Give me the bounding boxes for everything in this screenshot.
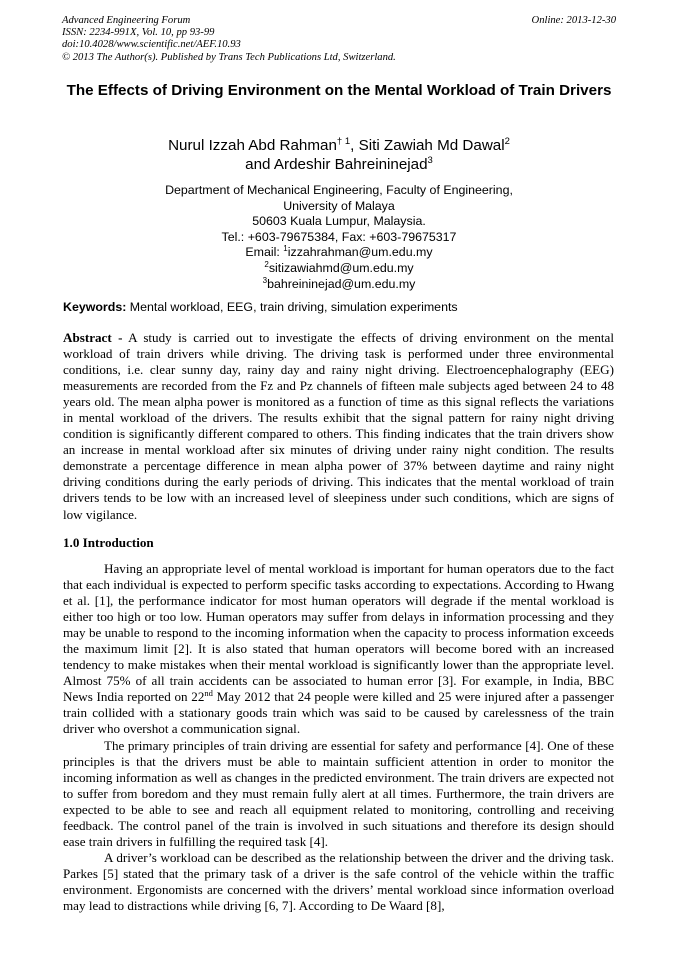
email-marker: 1 [283, 244, 288, 254]
author-list [62, 136, 616, 174]
affiliation-email-3 [62, 277, 616, 293]
email-label: Email: [245, 245, 284, 260]
author-line-1 [62, 136, 616, 155]
affiliation-block [62, 183, 616, 292]
email-address[interactable]: izzahrahman@um.edu.my [287, 245, 433, 260]
affiliation-department: Department of Mechanical Engineering, Faculty of Engineering, [165, 183, 513, 197]
email-address[interactable]: bahreininejad@um.edu.my [267, 276, 416, 291]
keywords-text: Mental workload, EEG, train driving, simulation experiments [126, 300, 458, 314]
journal-name: Advanced Engineering Forum [62, 15, 191, 26]
author-marker: † 1 [336, 136, 351, 147]
affiliation-email-2 [62, 261, 616, 277]
body-text: Having an appropriate level of mental workload is important for human operators due to the fact that each individual is expected to perform specific tasks according to expectations. According to Hwang et al. [1], the performance indicator for most human operators will degrade if the mental workload is either too high or too low. Human operators may suffer from delays in information processing and they may be unable to respond to the incoming information when the capacity to process information exceeds the maximum limit [2]. It is also stated that human operators will become bored with an increased tendency to make mistakes when their mental workload is significantly lower than the appropriate level. Almost 75% of all train accidents can be associated to human error [3]. For example, in India, BBC News India reported on 22 [63, 561, 614, 705]
author-separator: , [350, 137, 359, 154]
body-paragraph-3: A driver’s workload can be described as the relationship between the driver and the driving task. Parkes [5] stated that the primary task of a driver is the safe control of the vehicle within the traffic environment. Ergonomists are concerned with the drivers’ mental workload since information overload may lead to distractions while driving [6, 7]. According to De Waard [8], [63, 849, 614, 913]
abstract-label: Abstract - [63, 330, 123, 345]
author-conjunction: and [245, 156, 274, 173]
journal-doi: doi:10.4028/www.scientific.net/AEF.10.93 [62, 39, 241, 51]
body-text: May 2012 that 24 people were killed and 25 were injured after a passenger train collided with a stationary goods train which was said to be caused by carelessness of the train driver who overshot a communication signal. [63, 689, 614, 737]
section-heading: 1.0 Introduction [63, 535, 154, 550]
abstract-paragraph [63, 330, 614, 523]
author-marker: 2 [504, 136, 510, 147]
journal-issn: ISSN: 2234-991X, Vol. 10, pp 93-99 [62, 27, 215, 39]
ordinal-suffix: nd [204, 688, 213, 699]
body-paragraph-2: The primary principles of train driving are essential for safety and performance [4]. One of these principles is that the drivers must be able to maintain sufficient attention in order to monitor the incoming information as well as changes in the predicted environment. The train drivers are expected not to suffer from boredom and they must remain fully alert at all times. Furthermore, the train drivers are expected to be able to see and reach all equipment related to monitoring, controlling and receiving feedback. The control panel of the train is involved in such situations and therefore its design should ease train drivers in fulfilling the required task [4]. [63, 737, 614, 849]
copyright-line: © 2013 The Author(s). Published by Trans Tech Publications Ltd, Switzerland. [62, 51, 396, 63]
section-body [63, 561, 614, 914]
author-name: Nurul Izzah Abd Rahman [168, 137, 337, 154]
email-marker: 2 [264, 259, 269, 269]
keywords-label: Keywords: [63, 300, 127, 314]
affiliation-address: 50603 Kuala Lumpur, Malaysia. [252, 214, 426, 229]
paper-title: The Effects of Driving Environment on the Mental Workload of Train Drivers [66, 82, 612, 99]
author-name: Ardeshir Bahreininejad [273, 156, 428, 173]
email-marker: 3 [262, 275, 268, 285]
author-line-2 [62, 155, 616, 174]
author-marker: 3 [427, 155, 433, 166]
keywords-line [63, 300, 617, 315]
journal-header [62, 15, 616, 64]
email-address[interactable]: sitizawiahmd@um.edu.my [268, 260, 414, 275]
affiliation-phone: Tel.: +603-79675384, Fax: +603-79675317 [221, 229, 457, 244]
body-paragraph-1 [63, 561, 614, 738]
author-name: Siti Zawiah Md Dawal [358, 137, 505, 154]
affiliation-email-1 [62, 245, 616, 261]
affiliation-university: University of Malaya [283, 198, 395, 213]
abstract-text: A study is carried out to investigate the effects of driving environment on the mental workload of train drivers while driving. The driving task is performed under three environmental conditions, i.e. clear sunny day, rainy day and rainy night driving. Electroencephalography (EEG) measurements are recorded from the Fz and Pz channels of fifteen male subjects aged between 24 to 48 years old. The mean alpha power is monitored as a function of time as this signal reflects the variations in mental workload of the drivers. The results exhibit that the signal pattern for rainy night driving condition is significantly different compared to others. This finding indicates that the train drivers show an increase in mental workload after six minutes of driving under rainy night condition. The results demonstrate a percentage difference in mean alpha power of 37% between daytime and rainy night driving conditions during the early periods of driving. This indicates that the mental workload of train drivers tends to be low with an increased level of sleepiness under such conditions, which are signs of low vigilance. [63, 330, 614, 522]
online-date: Online: 2013-12-30 [531, 15, 616, 26]
